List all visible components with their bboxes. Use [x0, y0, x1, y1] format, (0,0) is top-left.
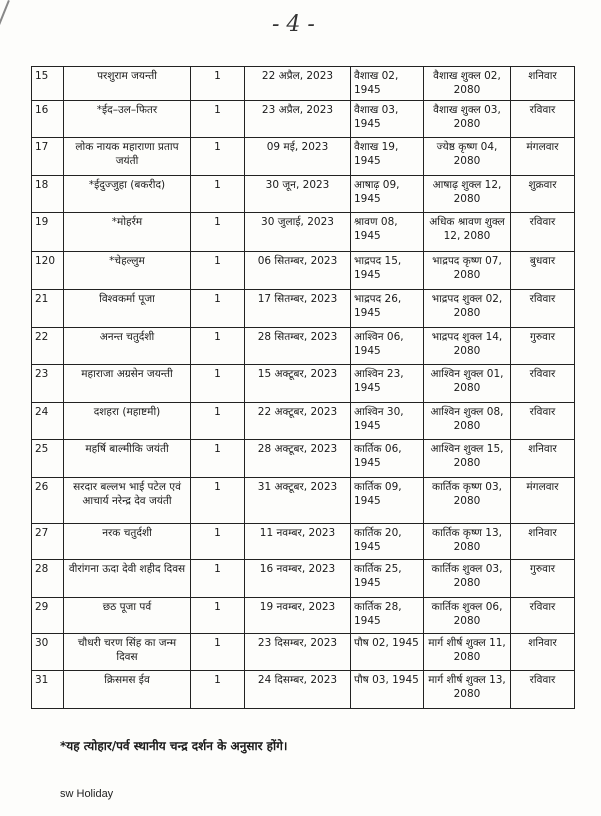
- days-count-cell: 1: [191, 365, 245, 403]
- holiday-name-cell: *चेहल्लुम: [64, 252, 191, 290]
- holiday-name-cell: नरक चतुर्दशी: [64, 524, 191, 560]
- days-count-cell: 1: [191, 290, 245, 328]
- days-count-cell: 1: [191, 328, 245, 365]
- table-row: [32, 478, 575, 524]
- weekday-cell: मंगलवार: [511, 138, 575, 176]
- days-count-cell: 1: [191, 67, 245, 101]
- vikram-samvat-cell: कार्तिक कृष्ण 13, 2080: [424, 524, 511, 560]
- gregorian-date-cell: 24 दिसम्बर, 2023: [245, 671, 351, 709]
- holiday-name-cell: विश्वकर्मा पूजा: [64, 290, 191, 328]
- saka-date-cell: भाद्रपद 15, 1945: [351, 252, 424, 290]
- vikram-samvat-cell: आश्विन शुक्ल 15, 2080: [424, 440, 511, 478]
- serial-number-cell: 24: [32, 403, 64, 440]
- holiday-name-cell: *ईदुज्जुहा (बकरीद): [64, 176, 191, 213]
- page-edge-mark: [0, 0, 10, 58]
- saka-date-cell: पौष 02, 1945: [351, 634, 424, 671]
- holiday-name-cell: छठ पूजा पर्व: [64, 598, 191, 634]
- table-row: [32, 365, 575, 403]
- weekday-cell: रविवार: [511, 290, 575, 328]
- serial-number-cell: 29: [32, 598, 64, 634]
- saka-date-cell: आश्विन 30, 1945: [351, 403, 424, 440]
- saka-date-cell: वैशाख 03, 1945: [351, 101, 424, 138]
- holiday-name-cell: चौधरी चरण सिंह का जन्म दिवस: [64, 634, 191, 671]
- holiday-name-cell: दशहरा (महाष्टमी): [64, 403, 191, 440]
- weekday-cell: रविवार: [511, 403, 575, 440]
- saka-date-cell: कार्तिक 09, 1945: [351, 478, 424, 524]
- saka-date-cell: आश्विन 23, 1945: [351, 365, 424, 403]
- footer-label: sw Holiday: [60, 788, 114, 800]
- holiday-name-cell: लोक नायक महाराणा प्रताप जयंती: [64, 138, 191, 176]
- days-count-cell: 1: [191, 598, 245, 634]
- serial-number-cell: 25: [32, 440, 64, 478]
- vikram-samvat-cell: कार्तिक कृष्ण 03, 2080: [424, 478, 511, 524]
- days-count-cell: 1: [191, 634, 245, 671]
- table-row: [32, 634, 575, 671]
- saka-date-cell: वैशाख 02, 1945: [351, 67, 424, 101]
- weekday-cell: शनिवार: [511, 634, 575, 671]
- holiday-name-cell: महाराजा अग्रसेन जयन्ती: [64, 365, 191, 403]
- serial-number-cell: 30: [32, 634, 64, 671]
- days-count-cell: 1: [191, 478, 245, 524]
- gregorian-date-cell: 28 सितम्बर, 2023: [245, 328, 351, 365]
- days-count-cell: 1: [191, 138, 245, 176]
- saka-date-cell: आषाढ़ 09, 1945: [351, 176, 424, 213]
- weekday-cell: मंगलवार: [511, 478, 575, 524]
- table-row: [32, 440, 575, 478]
- table-row: [32, 101, 575, 138]
- saka-date-cell: भाद्रपद 26, 1945: [351, 290, 424, 328]
- gregorian-date-cell: 11 नवम्बर, 2023: [245, 524, 351, 560]
- page-number: - 4 -: [272, 12, 315, 37]
- holiday-name-cell: महर्षि बाल्मीकि जयंती: [64, 440, 191, 478]
- saka-date-cell: कार्तिक 25, 1945: [351, 560, 424, 598]
- vikram-samvat-cell: आश्विन शुक्ल 01, 2080: [424, 365, 511, 403]
- saka-date-cell: पौष 03, 1945: [351, 671, 424, 709]
- table-row: [32, 560, 575, 598]
- gregorian-date-cell: 31 अक्टूबर, 2023: [245, 478, 351, 524]
- serial-number-cell: 18: [32, 176, 64, 213]
- gregorian-date-cell: 17 सितम्बर, 2023: [245, 290, 351, 328]
- serial-number-cell: 31: [32, 671, 64, 709]
- table-row: [32, 524, 575, 560]
- saka-date-cell: वैशाख 19, 1945: [351, 138, 424, 176]
- serial-number-cell: 120: [32, 252, 64, 290]
- holiday-name-cell: *मोहर्रम: [64, 213, 191, 252]
- vikram-samvat-cell: वैशाख शुक्ल 02, 2080: [424, 67, 511, 101]
- table-row: [32, 598, 575, 634]
- days-count-cell: 1: [191, 252, 245, 290]
- days-count-cell: 1: [191, 671, 245, 709]
- serial-number-cell: 16: [32, 101, 64, 138]
- days-count-cell: 1: [191, 440, 245, 478]
- vikram-samvat-cell: कार्तिक शुक्ल 06, 2080: [424, 598, 511, 634]
- weekday-cell: रविवार: [511, 365, 575, 403]
- vikram-samvat-cell: आषाढ़ शुक्ल 12, 2080: [424, 176, 511, 213]
- table-row: [32, 67, 575, 101]
- weekday-cell: रविवार: [511, 213, 575, 252]
- serial-number-cell: 26: [32, 478, 64, 524]
- weekday-cell: गुरुवार: [511, 328, 575, 365]
- serial-number-cell: 27: [32, 524, 64, 560]
- weekday-cell: शनिवार: [511, 67, 575, 101]
- weekday-cell: शनिवार: [511, 524, 575, 560]
- holiday-name-cell: क्रिसमस ईव: [64, 671, 191, 709]
- weekday-cell: रविवार: [511, 598, 575, 634]
- gregorian-date-cell: 28 अक्टूबर, 2023: [245, 440, 351, 478]
- gregorian-date-cell: 06 सितम्बर, 2023: [245, 252, 351, 290]
- vikram-samvat-cell: अधिक श्रावण शुक्ल 12, 2080: [424, 213, 511, 252]
- gregorian-date-cell: 30 जून, 2023: [245, 176, 351, 213]
- serial-number-cell: 21: [32, 290, 64, 328]
- holiday-name-cell: सरदार बल्लभ भाई पटेल एवं आचार्य नरेन्द्र देव जयंती: [64, 478, 191, 524]
- gregorian-date-cell: 30 जुलाई, 2023: [245, 213, 351, 252]
- weekday-cell: गुरुवार: [511, 560, 575, 598]
- days-count-cell: 1: [191, 403, 245, 440]
- saka-date-cell: आश्विन 06, 1945: [351, 328, 424, 365]
- table-row: [32, 138, 575, 176]
- holiday-name-cell: वीरांगना ऊदा देवी शहीद दिवस: [64, 560, 191, 598]
- table-row: [32, 213, 575, 252]
- weekday-cell: रविवार: [511, 671, 575, 709]
- vikram-samvat-cell: ज्येष्ठ कृष्ण 04, 2080: [424, 138, 511, 176]
- serial-number-cell: 19: [32, 213, 64, 252]
- vikram-samvat-cell: वैशाख शुक्ल 03, 2080: [424, 101, 511, 138]
- gregorian-date-cell: 22 अक्टूबर, 2023: [245, 403, 351, 440]
- saka-date-cell: कार्तिक 20, 1945: [351, 524, 424, 560]
- table-row: [32, 252, 575, 290]
- days-count-cell: 1: [191, 560, 245, 598]
- table-row: [32, 403, 575, 440]
- gregorian-date-cell: 23 अप्रैल, 2023: [245, 101, 351, 138]
- saka-date-cell: कार्तिक 28, 1945: [351, 598, 424, 634]
- gregorian-date-cell: 09 मई, 2023: [245, 138, 351, 176]
- days-count-cell: 1: [191, 101, 245, 138]
- vikram-samvat-cell: कार्तिक शुक्ल 03, 2080: [424, 560, 511, 598]
- serial-number-cell: 22: [32, 328, 64, 365]
- vikram-samvat-cell: आश्विन शुक्ल 08, 2080: [424, 403, 511, 440]
- gregorian-date-cell: 22 अप्रैल, 2023: [245, 67, 351, 101]
- serial-number-cell: 23: [32, 365, 64, 403]
- holiday-name-cell: अनन्त चतुर्दशी: [64, 328, 191, 365]
- table-row: [32, 328, 575, 365]
- gregorian-date-cell: 19 नवम्बर, 2023: [245, 598, 351, 634]
- table-row: [32, 290, 575, 328]
- holiday-table: [31, 66, 575, 709]
- weekday-cell: बुधवार: [511, 252, 575, 290]
- festival-note: *यह त्योहार/पर्व स्थानीय चन्द्र दर्शन के अनुसार होंगे।: [60, 739, 288, 753]
- days-count-cell: 1: [191, 524, 245, 560]
- vikram-samvat-cell: मार्ग शीर्ष शुक्ल 11, 2080: [424, 634, 511, 671]
- gregorian-date-cell: 16 नवम्बर, 2023: [245, 560, 351, 598]
- saka-date-cell: श्रावण 08, 1945: [351, 213, 424, 252]
- days-count-cell: 1: [191, 176, 245, 213]
- weekday-cell: शनिवार: [511, 440, 575, 478]
- saka-date-cell: कार्तिक 06, 1945: [351, 440, 424, 478]
- vikram-samvat-cell: भाद्रपद शुक्ल 14, 2080: [424, 328, 511, 365]
- serial-number-cell: 15: [32, 67, 64, 101]
- serial-number-cell: 28: [32, 560, 64, 598]
- table-row: [32, 671, 575, 709]
- vikram-samvat-cell: भाद्रपद कृष्ण 07, 2080: [424, 252, 511, 290]
- gregorian-date-cell: 15 अक्टूबर, 2023: [245, 365, 351, 403]
- weekday-cell: रविवार: [511, 101, 575, 138]
- serial-number-cell: 17: [32, 138, 64, 176]
- days-count-cell: 1: [191, 213, 245, 252]
- vikram-samvat-cell: मार्ग शीर्ष शुक्ल 13, 2080: [424, 671, 511, 709]
- holiday-name-cell: परशुराम जयन्ती: [64, 67, 191, 101]
- weekday-cell: शुक्रवार: [511, 176, 575, 213]
- vikram-samvat-cell: भाद्रपद शुक्ल 02, 2080: [424, 290, 511, 328]
- holiday-name-cell: *ईद–उल–फितर: [64, 101, 191, 138]
- gregorian-date-cell: 23 दिसम्बर, 2023: [245, 634, 351, 671]
- table-row: [32, 176, 575, 213]
